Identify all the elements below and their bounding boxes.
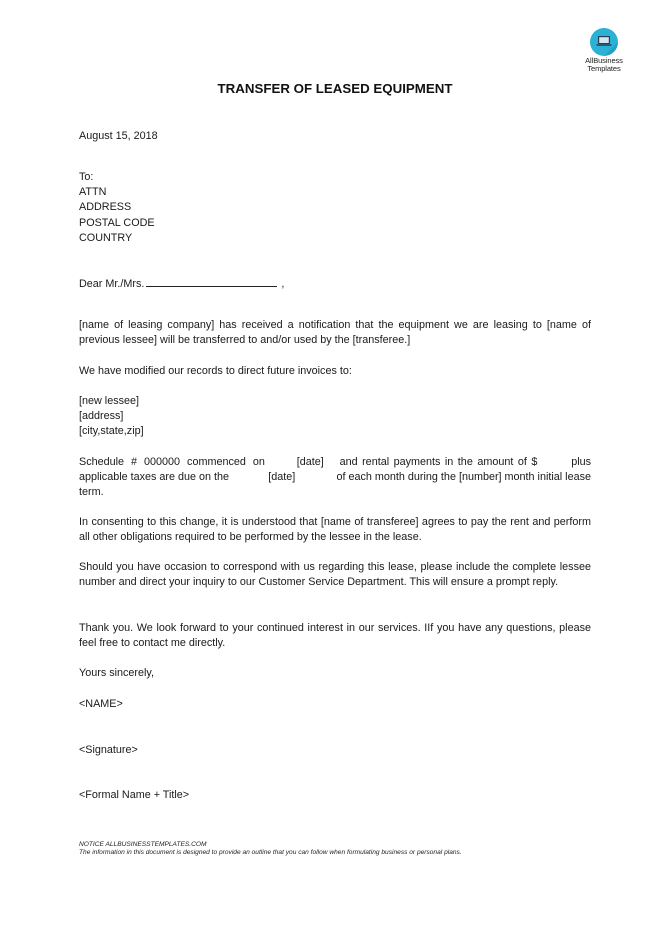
paragraph-modified-records: We have modified our records to direct future invoices to: (79, 365, 352, 377)
document-title: TRANSFER OF LEASED EQUIPMENT (217, 81, 453, 96)
signature-placeholder: <Signature> (79, 744, 138, 756)
new-lessee-address: [address] (79, 410, 124, 423)
schedule-line-1 (79, 455, 591, 470)
salutation-name-blank (146, 276, 277, 287)
footer-notice-title: NOTICE ALLBUSINESSTEMPLATES.COM (79, 841, 207, 848)
new-lessee-name: [new lessee] (79, 395, 140, 407)
schedule-date-1: [date] (296, 456, 324, 468)
paragraph-schedule (79, 455, 591, 501)
allbusiness-templates-logo (578, 28, 630, 73)
paragraph-correspond: Should you have occasion to correspond with us regarding this lease, please include the complete lessee number and direct your inquiry to our Customer Service Department. This will ensure a prompt reply. (79, 561, 591, 589)
schedule-date-2: [date] (268, 471, 296, 484)
schedule-month-text: of each month during the [number] month initial lease (336, 471, 591, 484)
schedule-commenced-text: Schedule # 000000 commenced on (79, 456, 265, 468)
recipient-attn: ATTN (79, 186, 107, 199)
paragraph-thank-you: Thank you. We look forward to your continued interest in our services. IIf you have any questions, please feel free to contact me directly. (79, 622, 591, 650)
new-lessee-block (79, 394, 591, 440)
recipient-block (79, 170, 591, 246)
letter-date: August 15, 2018 (79, 130, 158, 142)
schedule-taxes-text: applicable taxes are due on the (79, 471, 230, 484)
to-label: To: (79, 171, 94, 183)
paragraph-notification: [name of leasing company] has received a notification that the equipment we are leasing to [name of previous lessee] will be transferred to and/or used by the [transferee.] (79, 319, 591, 347)
paragraph-consent: In consenting to this change, it is understood that [name of transferee] agrees to pay the rent and perform all other obligations required to be performed by the lessee in the lease. (79, 516, 591, 544)
schedule-line-3: term. (79, 486, 104, 499)
salutation-prefix: Dear Mr./Mrs. (79, 278, 145, 290)
logo-text-line1: AllBusiness (585, 56, 623, 65)
footer-notice (79, 841, 462, 858)
schedule-rental-text: and rental payments in the amount of $ (339, 456, 538, 468)
logo-text-line2: Templates (587, 64, 621, 73)
recipient-country: COUNTRY (79, 231, 133, 244)
schedule-plus-text: plus (571, 456, 591, 468)
laptop-icon (590, 28, 618, 56)
salutation (79, 276, 591, 292)
name-placeholder: <NAME> (79, 698, 123, 710)
new-lessee-city-state-zip: [city,state,zip] (79, 425, 144, 438)
logo-text (578, 57, 630, 73)
formal-name-placeholder: <Formal Name + Title> (79, 789, 190, 801)
footer-disclaimer: The information in this document is designed to provide an outline that you can follow when formulating business or personal plans. (79, 849, 462, 857)
closing: Yours sincerely, (79, 667, 155, 679)
recipient-postal-code: POSTAL CODE (79, 216, 155, 229)
recipient-address: ADDRESS (79, 201, 132, 214)
salutation-suffix: , (281, 278, 285, 290)
schedule-line-2 (79, 470, 591, 485)
